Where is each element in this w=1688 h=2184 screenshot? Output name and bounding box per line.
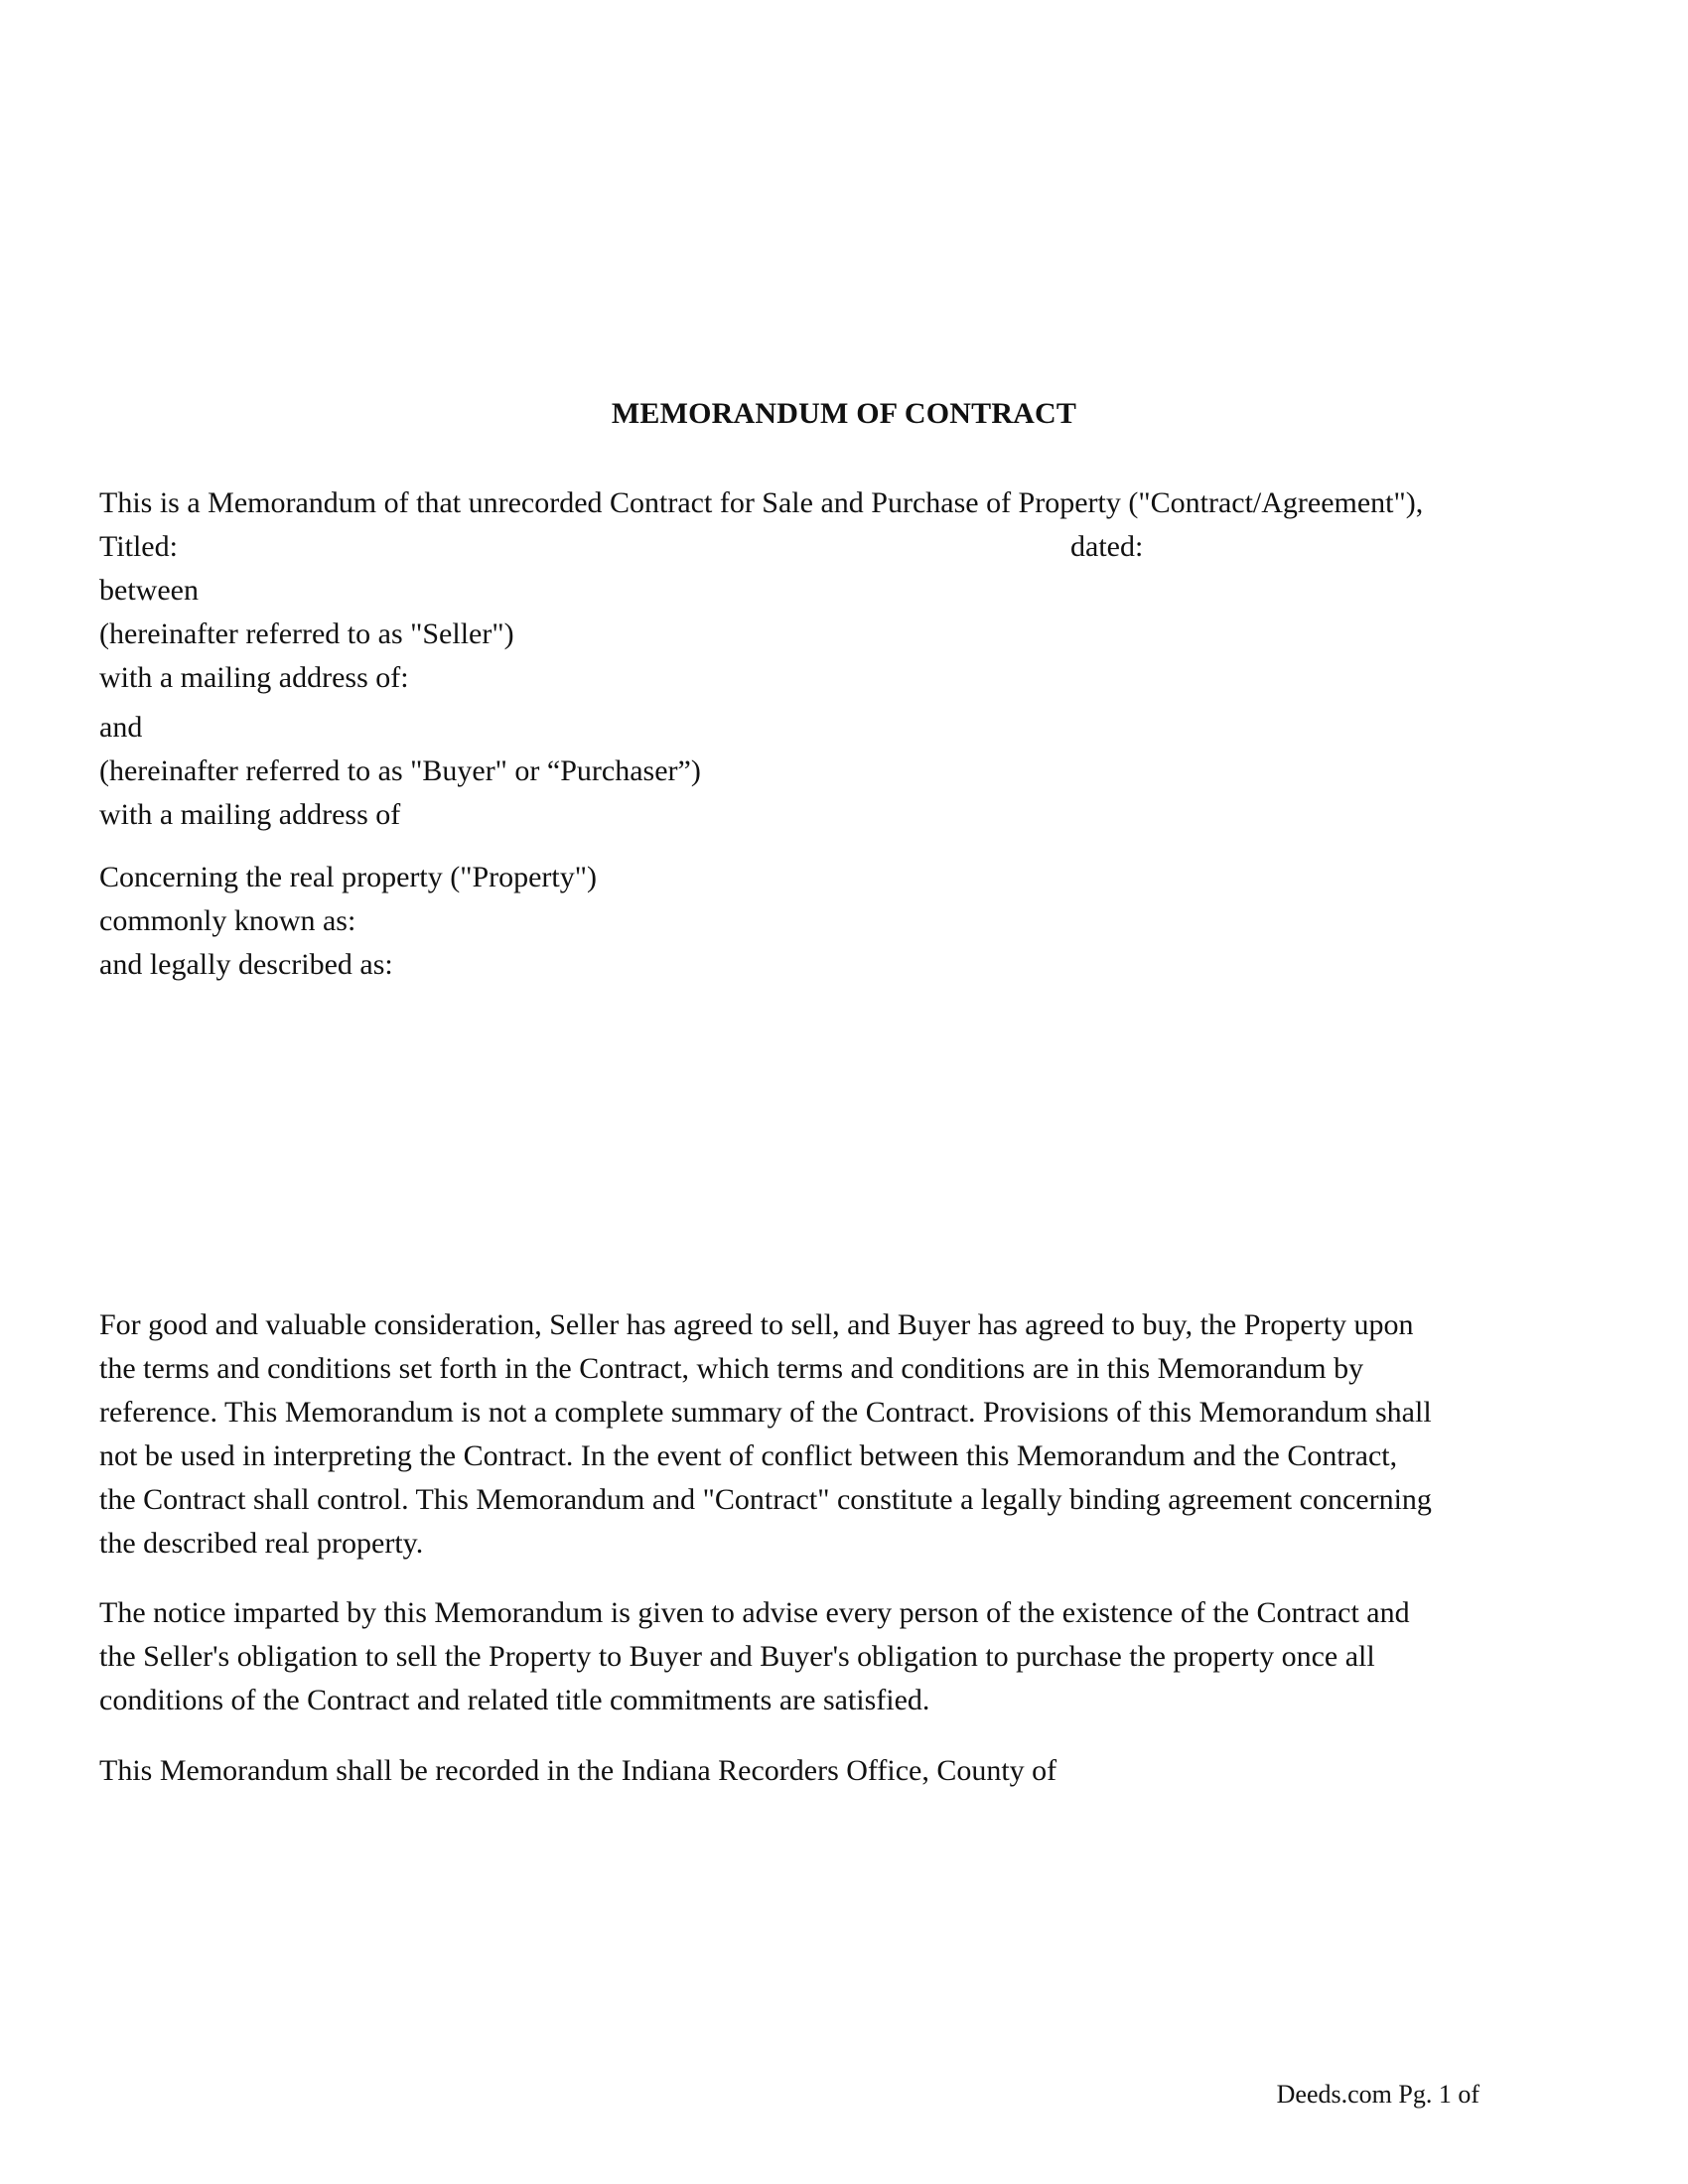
paragraph-line: the terms and conditions set forth in the Contract, which terms and conditions are in this Memorandum by (99, 1352, 1364, 1385)
paragraph-line: The notice imparted by this Memorandum is given to advise every person of the existence of the Contract and (99, 1596, 1410, 1629)
titled-label: Titled: (99, 530, 178, 563)
buyer-reference: (hereinafter referred to as "Buyer" or “Purchaser”) (99, 754, 701, 787)
paragraph-line: the Seller's obligation to sell the Property to Buyer and Buyer's obligation to purchase the property once all (99, 1640, 1375, 1673)
paragraph-line: reference. This Memorandum is not a complete summary of the Contract. Provisions of this Memorandum shall (99, 1396, 1432, 1429)
and-label: and (99, 711, 143, 744)
commonly-known-label: commonly known as: (99, 904, 356, 937)
property-reference: Concerning the real property ("Property") (99, 861, 597, 893)
paragraph-line: not be used in interpreting the Contract. In the event of conflict between this Memorandum and the Contract, (99, 1439, 1398, 1472)
page-footer: Deeds.com Pg. 1 of (1276, 2080, 1479, 2109)
paragraph-line: For good and valuable consideration, Seller has agreed to sell, and Buyer has agreed to buy, the Property upon (99, 1308, 1414, 1341)
buyer-address-label: with a mailing address of (99, 798, 401, 831)
seller-reference: (hereinafter referred to as "Seller") (99, 617, 514, 650)
recording-line: This Memorandum shall be recorded in the Indiana Recorders Office, County of (99, 1754, 1057, 1787)
seller-address-label: with a mailing address of: (99, 661, 409, 694)
intro-line: This is a Memorandum of that unrecorded Contract for Sale and Purchase of Property ("Contract/Agreement"), (99, 486, 1424, 519)
paragraph-line: conditions of the Contract and related title commitments are satisfied. (99, 1684, 930, 1716)
document-title: MEMORANDUM OF CONTRACT (611, 397, 1077, 430)
consideration-paragraph (99, 1303, 1599, 1566)
paragraph-line: the Contract shall control. This Memorandum and "Contract" constitute a legally binding agreement concerning (99, 1483, 1432, 1516)
between-label: between (99, 574, 199, 607)
legal-description-label: and legally described as: (99, 948, 393, 981)
paragraph-line: the described real property. (99, 1527, 424, 1560)
dated-label: dated: (1070, 530, 1144, 563)
notice-paragraph (99, 1591, 1599, 1722)
